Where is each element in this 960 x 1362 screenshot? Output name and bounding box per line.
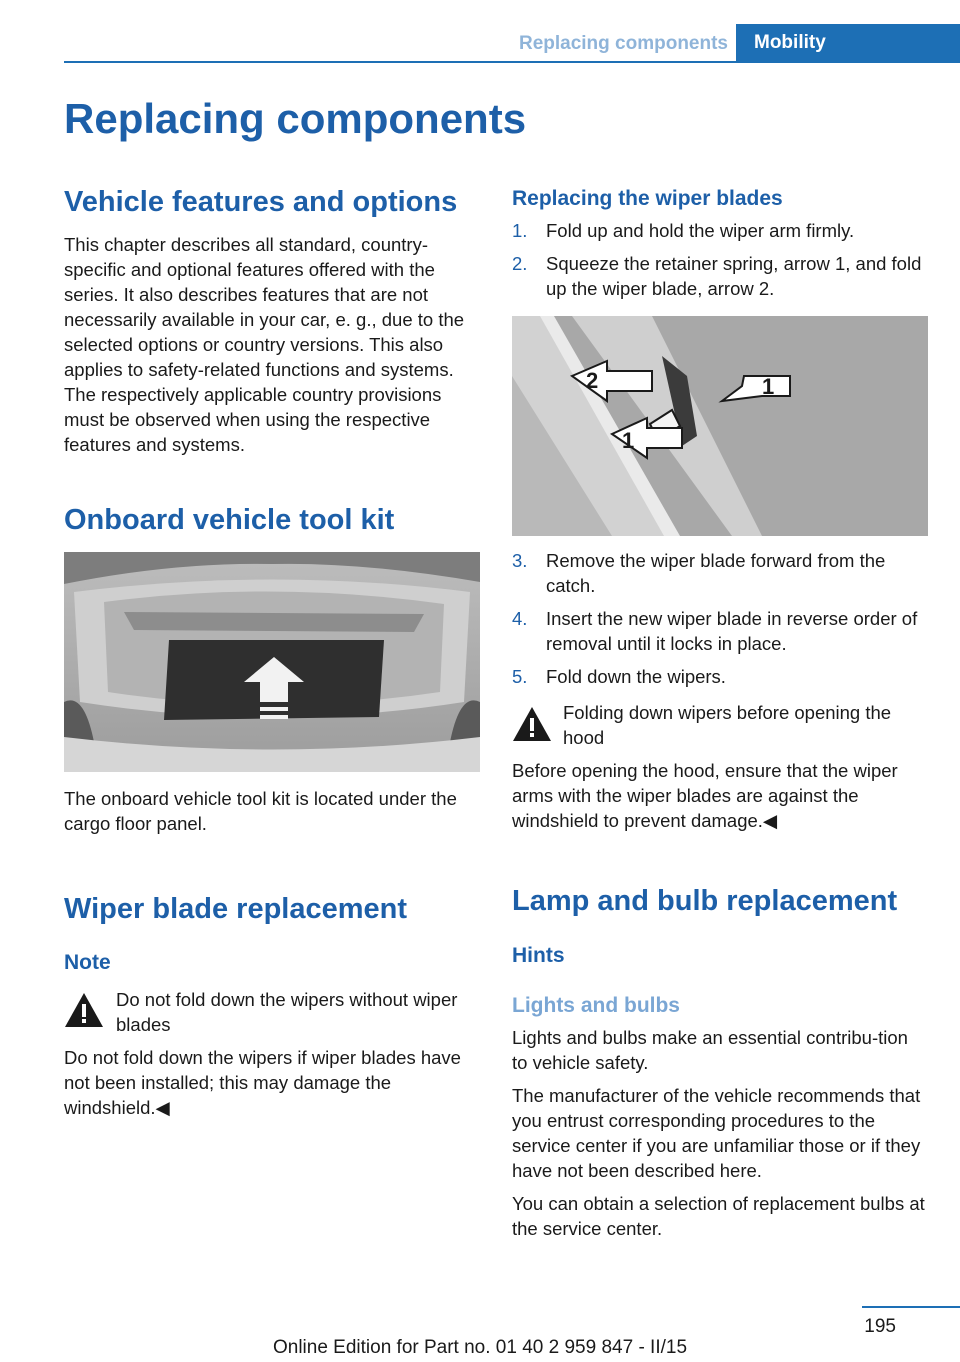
step-text: Remove the wiper blade forward from the catch. xyxy=(546,550,886,596)
step-number: 4. xyxy=(512,608,528,629)
steps-list-a xyxy=(512,218,928,309)
warning-text-hood: Before opening the hood, ensure that the wiper arms with the wiper blades are against the windshield to prevent damage.◀ xyxy=(512,760,898,831)
steps-list-b xyxy=(512,548,928,697)
figure-label-2: 2 xyxy=(586,368,599,393)
figure-label-1: 1 xyxy=(762,374,775,399)
heading-wiper-replacement: Wiper blade replacement xyxy=(64,893,408,925)
footer-edition: Online Edition for Part no. 01 40 2 959 847 - II/15 xyxy=(272,1337,688,1358)
step-number: 5. xyxy=(512,666,528,687)
footer-rule xyxy=(862,1306,960,1308)
page-title: Replacing components xyxy=(64,95,527,142)
warning-title-hood: Folding down wipers before opening the hood xyxy=(563,702,892,748)
wiper-blade-image xyxy=(512,316,928,536)
step-number: 3. xyxy=(512,550,528,571)
heading-tool-kit: Onboard vehicle tool kit xyxy=(64,504,395,536)
figure-label-1b: 1 xyxy=(622,428,635,453)
trunk-image xyxy=(64,552,480,772)
warning-title-wipers: Do not fold down the wipers without wiper blades xyxy=(116,989,458,1035)
step-text: Squeeze the retainer spring, arrow 1, and fold up the wiper blade, arrow 2. xyxy=(546,253,922,299)
vehicle-features-text: This chapter describes all standard, country-specific and optional features offered with the series. It also describes features that are not necessarily available in your car, e. g., due to the selected options or country versions. This also applies to safety-related functions and systems. The respectively applicable country provisions must be observed when using the respective features and systems. xyxy=(64,234,465,455)
list-item xyxy=(512,606,928,656)
heading-lamp-replacement: Lamp and bulb replacement xyxy=(512,885,898,917)
step-text: Fold down the wipers. xyxy=(546,666,726,687)
list-item xyxy=(512,664,928,689)
lamp-text-3: You can obtain a selection of replacement bulbs at the service center. xyxy=(512,1193,925,1239)
list-item xyxy=(512,218,928,243)
lamp-text-1: Lights and bulbs make an essential contribu-tion to vehicle safety. xyxy=(512,1027,908,1073)
header-section-title: Replacing components xyxy=(518,33,728,54)
heading-replacing-blades: Replacing the wiper blades xyxy=(512,187,783,210)
heading-lights-bulbs: Lights and bulbs xyxy=(512,994,680,1017)
header-chapter-tab: Mobility xyxy=(736,24,960,61)
header-rule xyxy=(64,61,960,63)
heading-hints: Hints xyxy=(512,944,565,967)
step-text: Fold up and hold the wiper arm firmly. xyxy=(546,220,855,241)
warning-text-wipers: Do not fold down the wipers if wiper blades have not been installed; this may damage the windshield.◀ xyxy=(64,1047,461,1118)
warning-icon xyxy=(64,992,104,1028)
step-number: 2. xyxy=(512,253,528,274)
warning-icon xyxy=(512,706,552,742)
lamp-text-2: The manufacturer of the vehicle recommends that you entrust corresponding procedures to the service center if you are unfamiliar those or if they have not been described here. xyxy=(512,1085,921,1181)
step-text: Insert the new wiper blade in reverse order of removal until it locks in place. xyxy=(546,608,918,654)
heading-vehicle-features: Vehicle features and options xyxy=(64,186,458,218)
tool-kit-text: The onboard vehicle tool kit is located under the cargo floor panel. xyxy=(64,788,457,834)
list-item xyxy=(512,251,928,301)
step-number: 1. xyxy=(512,220,528,241)
page-number: 195 xyxy=(864,1316,896,1337)
list-item xyxy=(512,548,928,598)
heading-note: Note xyxy=(64,951,111,974)
